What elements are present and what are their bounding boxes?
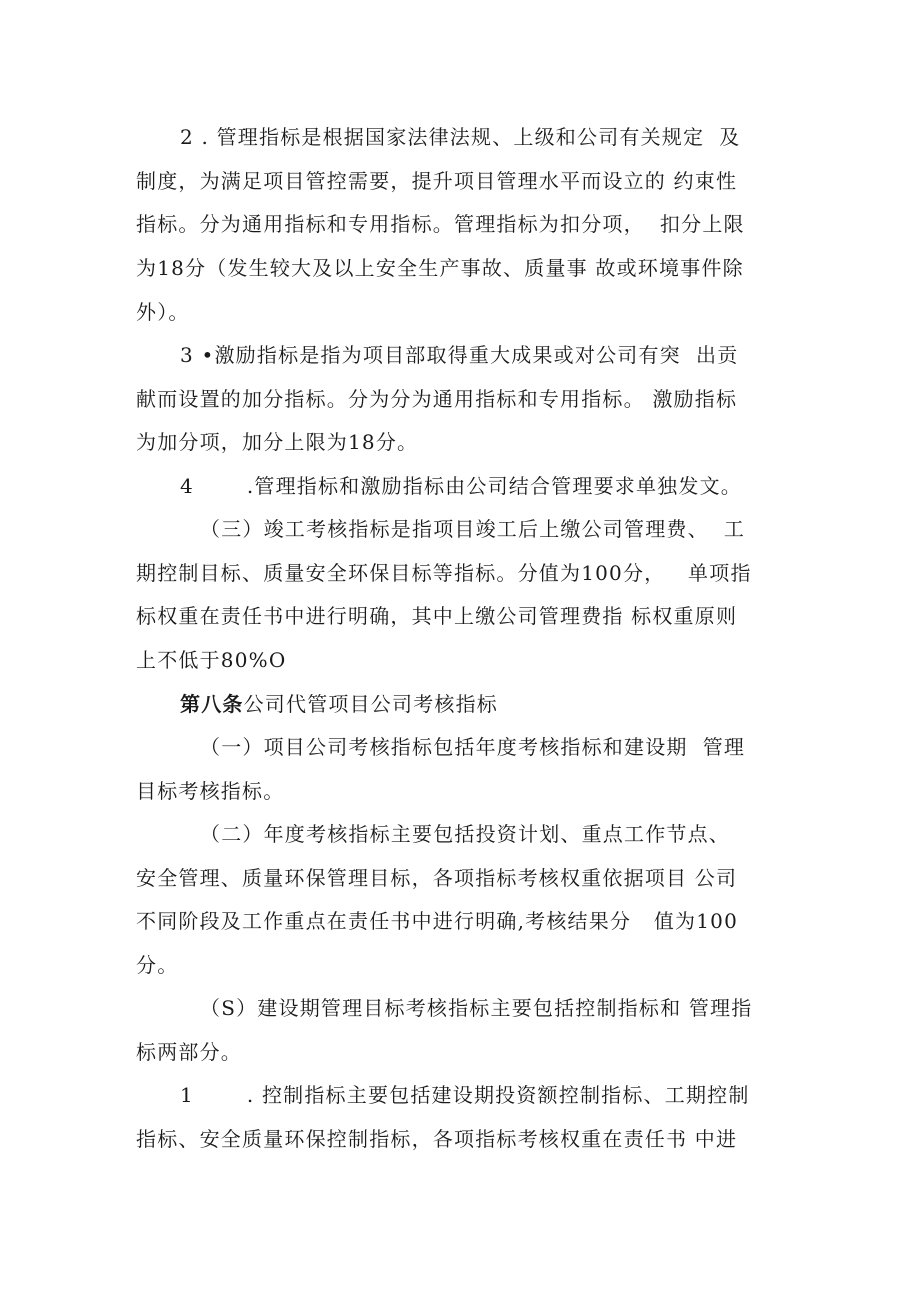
text-line: 标权重在责任书中进行明确，其中上缴公司管理费指 标权重原则: [136, 604, 738, 628]
text-line: 上不低于80%O: [136, 648, 287, 672]
text-line: 4 .管理指标和激励指标由公司结合管理要求单独发文。: [180, 474, 742, 498]
article-number: 第八条: [180, 692, 244, 716]
text-line: 2 . 管理指标是根据国家法律法规、上级和公司有关规定 及: [180, 125, 741, 149]
text-line: 外）。: [136, 300, 190, 324]
text-line: 3 •激励指标是指为项目部取得重大成果或对公司有突 出贡: [180, 343, 739, 367]
text-line: 安全管理、质量环保管理目标，各项指标考核权重依据项目 公司: [136, 866, 738, 890]
text-line: 期控制目标、质量安全环保目标等指标。分值为100分， 单项指: [136, 561, 752, 585]
text-line: 不同阶段及工作重点在责任书中进行明确,考核结果分 值为100: [136, 909, 739, 933]
text-line: （一）项目公司考核指标包括年度考核指标和建设期 管理: [200, 735, 746, 759]
text-line: 指标、安全质量环保控制指标，各项指标考核权重在责任书 中进: [136, 1127, 738, 1151]
article-title: 公司代管项目公司考核指标: [243, 692, 499, 716]
text-line: （S）建设期管理目标考核指标主要包括控制指标和 管理指: [200, 996, 753, 1020]
text-line: 指标。分为通用指标和专用指标。管理指标为扣分项， 扣分上限: [136, 212, 745, 236]
text-line: 献而设置的加分指标。分为分为通用指标和专用指标。 激励指标: [136, 387, 738, 411]
text-line: （三）竣工考核指标是指项目竣工后上缴公司管理费、 工: [200, 517, 746, 541]
text-line: 目标考核指标。: [136, 779, 285, 803]
text-line: 制度，为满足项目管控需要，提升项目管理水平而设立的 约束性: [136, 169, 738, 193]
text-line: 分。: [136, 953, 179, 977]
text-line: 标两部分。: [136, 1040, 242, 1064]
text-line: 为18分（发生较大及以上安全生产事故、质量事 故或环境事件除: [136, 256, 744, 280]
article-heading: [180, 684, 498, 724]
text-line: 1 . 控制指标主要包括建设期投资额控制指标、工期控制: [180, 1083, 750, 1107]
text-line: （二）年度考核指标主要包括投资计划、重点工作节点、: [200, 822, 730, 846]
text-line: 为加分项，加分上限为18分。: [136, 430, 419, 454]
